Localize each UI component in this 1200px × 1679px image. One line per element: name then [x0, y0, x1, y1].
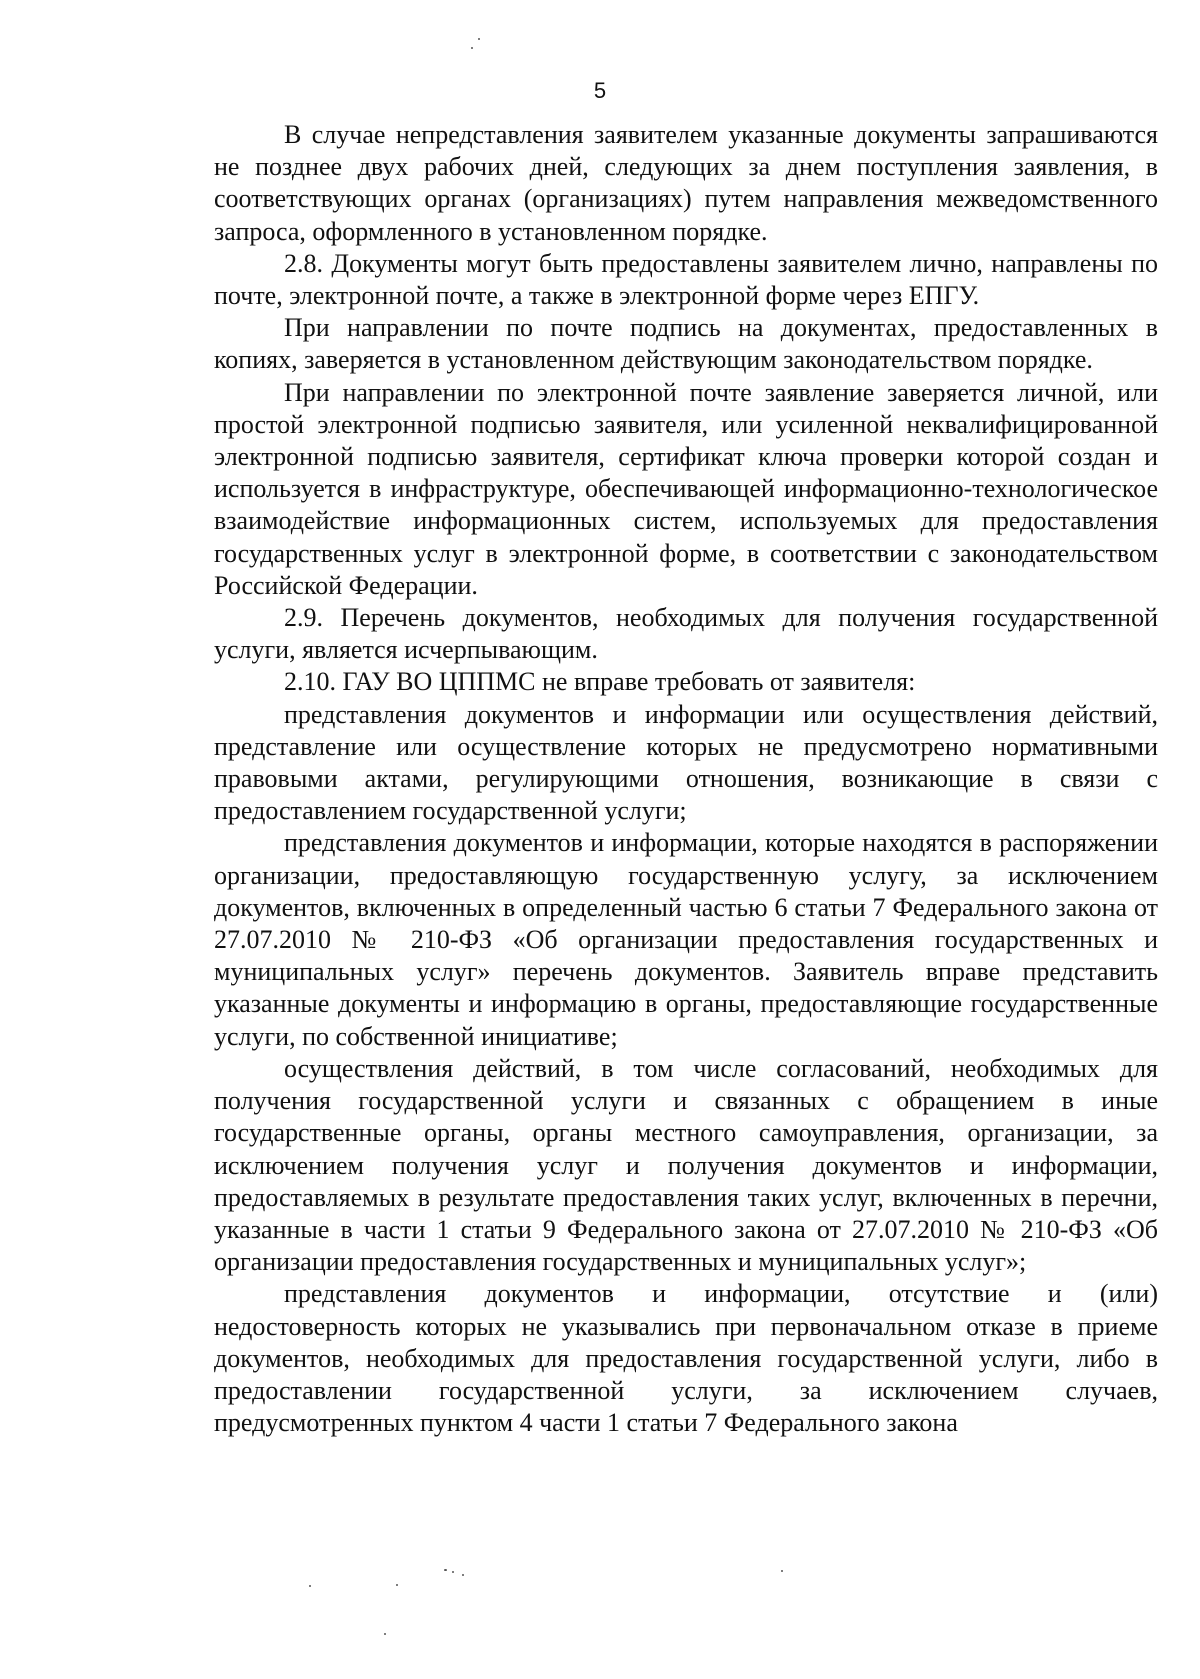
paragraph: При направлении по почте подпись на документах, предоставленных в копиях, заверяется в установленном действующим законодательством порядке.	[214, 313, 1158, 375]
paragraph: 2.10. ГАУ ВО ЦППМС не вправе требовать от заявителя:	[284, 667, 916, 697]
page-number: 5	[593, 78, 607, 103]
document-body	[214, 119, 1158, 1439]
paragraph: 2.9. Перечень документов, необходимых для получения государственной услуги, является исчерпывающим.	[214, 603, 1158, 665]
paragraph: представления документов и информации, отсутствие и (или) недостоверность которых не указывались при первоначальном отказе в приеме документов, необходимых для предоставления государственной услуги, либо в предоставлении государственной услуги, за исключением случаев, предусмотренных пунктом 4 части 1 статьи 7 Федерального закона	[214, 1279, 1158, 1438]
paragraph: представления документов и информации, которые находятся в распоряжении организации, предоставляющую государственную услугу, за исключением документов, включенных в определенный частью 6 статьи 7 Федерального закона от 27.07.2010 № 210-ФЗ «Об организации предоставления государственных и муниципальных услуг» перечень документов. Заявитель вправе представить указанные документы и информацию в органы, предоставляющие государственные услуги, по собственной инициативе;	[214, 828, 1158, 1051]
paragraph: осуществления действий, в том числе согласований, необходимых для получения государственной услуги и связанных с обращением в иные государственные органы, органы местного самоуправления, организации, за исключением получения услуг и получения документов и информации, предоставляемых в результате предоставления таких услуг, включенных в перечни, указанные в части 1 статьи 9 Федерального закона от 27.07.2010 № 210-ФЗ «Об организации предоставления государственных и муниципальных услуг»;	[214, 1053, 1158, 1277]
paragraph: 2.8. Документы могут быть предоставлены заявителем лично, направлены по почте, электронной почте, а также в электронной форме через ЕПГУ.	[214, 248, 1158, 311]
paragraph: При направлении по электронной почте заявление заверяется личной, или простой электронной подписью заявителя, или усиленной неквалифицированной электронной подписью заявителя, сертификат ключа проверки которой создан и используется в инфраструктуре, обеспечивающей информационно-технологическое взаимодействие информационных систем, используемых для предоставления государственных услуг в электронной форме, в соответствии с законодательством Российской Федерации.	[214, 377, 1158, 600]
paragraph: В случае непредставления заявителем указанные документы запрашиваются не позднее двух рабочих дней, следующих за днем поступления заявления, в соответствующих органах (организациях) путем направления межведомственного запроса, оформленного в установленном порядке.	[214, 120, 1158, 246]
paragraph: представления документов и информации или осуществления действий, представление или осуществление которых не предусмотрено нормативными правовыми актами, регулирующими отношения, возникающие в связи с предоставлением государственной услуги;	[214, 699, 1158, 826]
